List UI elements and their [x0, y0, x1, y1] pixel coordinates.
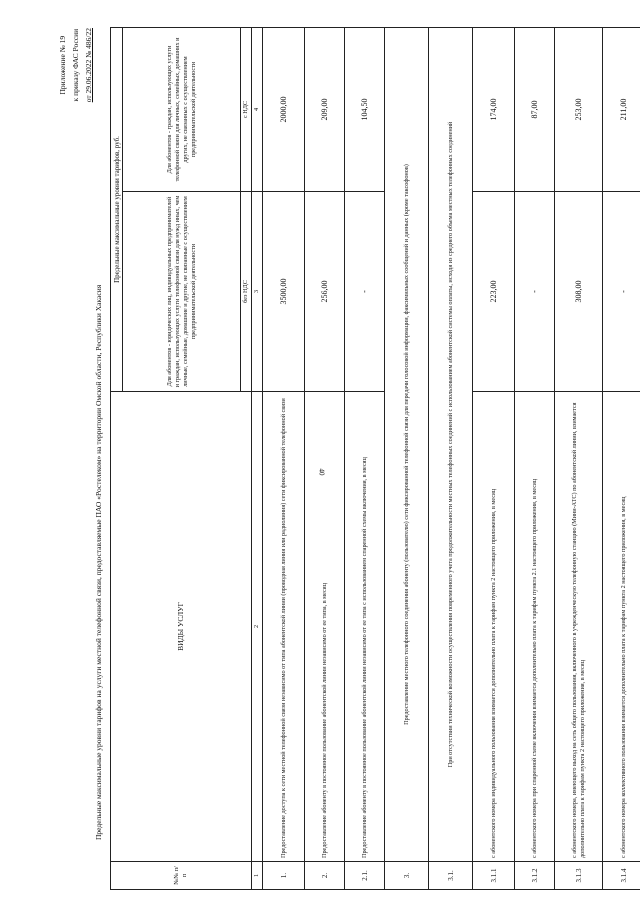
row-service: с абонентского номера коллективного пользования взимается дополнительно плата к тарифам пункта 2 настоящего приложения, в месяц [603, 392, 640, 862]
row-service: с абонентского номера индивидуального пользования взимается дополнительно плата к тарифам пункта 2 настоящего приложения, в месяц [473, 392, 515, 862]
row-price-legal: 308,00 [555, 192, 603, 392]
order-reference: к приказу ФАС России [71, 28, 80, 102]
row-number: 2.1. [345, 862, 385, 890]
column-subheader-without-vat: без НДС [241, 192, 252, 392]
table-row [345, 27, 385, 889]
table-row [305, 27, 345, 889]
row-section-heading: При отсутствии технической возможности осуществления повременного учета продолжительности местных телефонных соединений с использованием абонентской системы оплаты, исходя из среднего объема местных телефонных соединений [429, 27, 473, 861]
appendix-number: Приложение № 19 [58, 35, 67, 95]
table-row [429, 27, 473, 889]
tariff-table-body [263, 27, 640, 889]
row-price-legal: 256,00 [305, 192, 345, 392]
column-index-4: 4 [252, 27, 263, 191]
row-service: с абонентского номера, имеющего выход на сеть общего пользования, включенного в учрежденческую телефонную станцию (Мини-АТС) по абонентской линии, взимается дополнительно плата к тарифам пункта 2 настоящего приложения, в месяц [555, 392, 603, 862]
row-number: 3.1.2 [515, 862, 555, 890]
row-price-citizens: 87,00 [515, 27, 555, 191]
row-number: 3.1.4 [603, 862, 640, 890]
row-number: 3.1.3 [555, 862, 603, 890]
column-subheader-with-vat: с НДС [241, 27, 252, 191]
document-title: Предельные максимальные уровни тарифов на услуги местной телефонной связи, предоставляемые ПАО «Ростелеком» на территории Омской области, Республики Хакасия [94, 284, 103, 840]
table-row [515, 27, 555, 889]
column-index-3: 3 [252, 192, 263, 392]
table-row [263, 27, 305, 889]
row-number: 3.1.1 [473, 862, 515, 890]
row-price-citizens: 211,00 [603, 27, 640, 191]
row-price-legal: - [603, 192, 640, 392]
document-sheet [50, 20, 640, 890]
row-price-legal: 3500,00 [263, 192, 305, 392]
table-row [473, 27, 515, 889]
column-index-1: 1 [252, 862, 263, 890]
row-price-legal: 223,00 [473, 192, 515, 392]
column-header-citizens: Для абонентов - граждан, использующих услуги телефонной связи для личных, семейных, домашних и других, не связанных с осуществлением предпринимательской деятельности [123, 27, 241, 191]
row-section-heading: Предоставление местного телефонного соединения абоненту (пользователю) сети фиксированной телефонной связи для передачи голосовой информации, факсимильных сообщений и данных (кроме таксофонов) [385, 27, 429, 861]
column-index-2: 2 [252, 392, 263, 862]
row-service: Предоставление доступа к сети местной телефонной связи независимо от типа абонентской линии (проводная линия или радиолиния) сети фиксированной телефонной связи [263, 392, 305, 862]
row-price-citizens: 174,00 [473, 27, 515, 191]
row-number: 3.1. [429, 862, 473, 890]
row-price-citizens: 104,50 [345, 27, 385, 191]
page-number: 40 [317, 468, 326, 476]
row-price-legal: - [345, 192, 385, 392]
table-row [603, 27, 640, 889]
column-header-services: ВИДЫ УСЛУГ [111, 392, 252, 862]
row-service: с абонентского номера при спаренной схеме включения взимается дополнительно плата к тарифам пункта 2.1 настоящего приложения, в месяц [515, 392, 555, 862]
table-row [385, 27, 429, 889]
table-row [555, 27, 603, 889]
column-header-number: №№ п/п [111, 862, 252, 890]
row-service: Предоставление абоненту в постоянное пользование абонентской линии независимо от ее типа с использованием спаренной схемы включения, в месяц [345, 392, 385, 862]
column-header-price-group: Предельные максимальные уровни тарифов, руб. [111, 27, 123, 391]
row-number: 3. [385, 862, 429, 890]
row-price-citizens: 2000,00 [263, 27, 305, 191]
document-header [56, 28, 95, 102]
order-date: от 29.06.2022 № 486/22 [84, 28, 93, 103]
row-price-citizens: 253,00 [555, 27, 603, 191]
row-number: 1. [263, 862, 305, 890]
tariff-table [110, 27, 640, 890]
row-price-legal: - [515, 192, 555, 392]
row-number: 2. [305, 862, 345, 890]
row-service: Предоставление абоненту в постоянное пользование абонентской линии независимо от ее типа, в месяц [305, 392, 345, 862]
row-price-citizens: 209,00 [305, 27, 345, 191]
column-header-legal-entities: Для абонентов - юридических лиц, индивидуальных предпринимателей и граждан, использующих услуги телефонной связи для нужд иных, чем личные, семейные, домашние и другие, не связанные с осуществлением предпринимательской деятельности [123, 192, 241, 392]
